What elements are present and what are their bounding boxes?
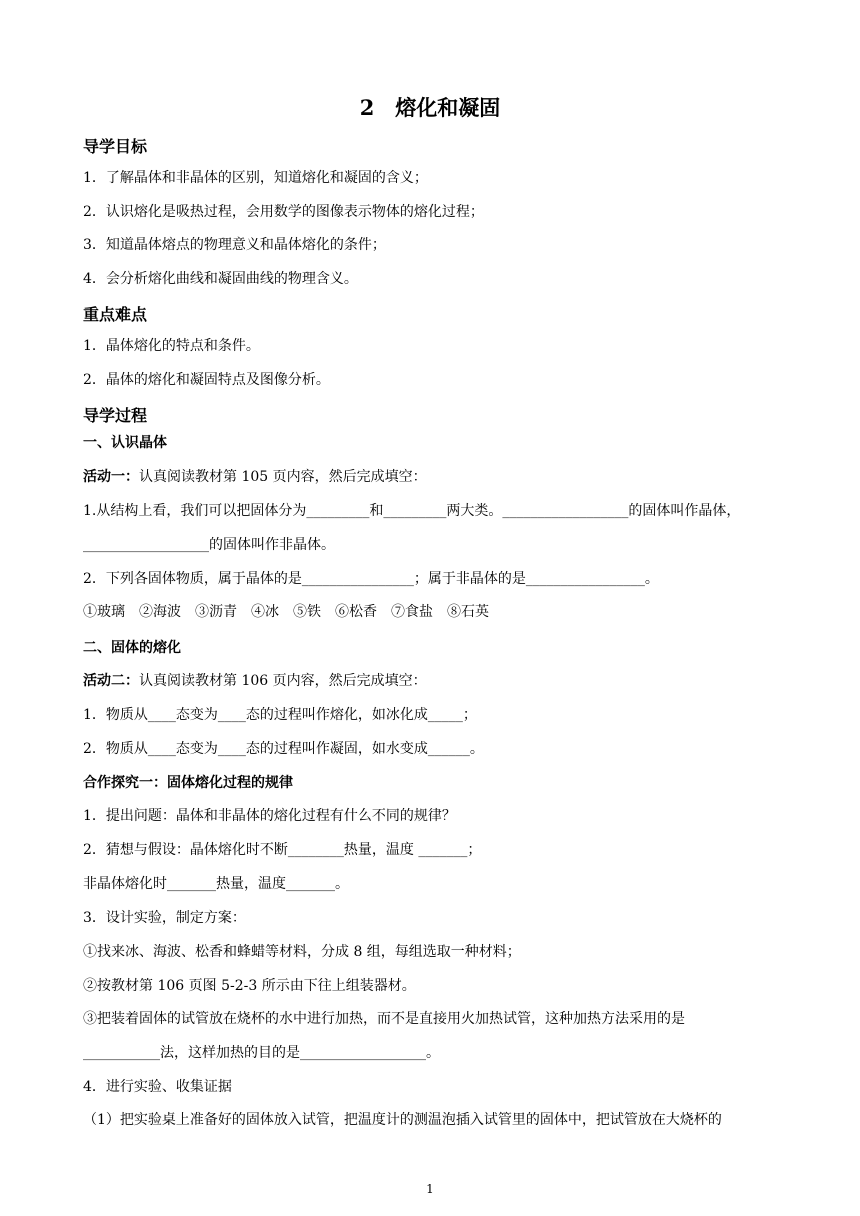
activity2-label: 活动二： [83,673,139,689]
coop-line: ___________法，这样加热的目的是__________________。 [83,1045,440,1061]
part1-line: 2．下列各固体物质，属于晶体的是________________；属于非晶体的是_________________。 [83,571,659,587]
goal-item: 1．了解晶体和非晶体的区别，知道熔化和凝固的含义； [83,170,428,186]
activity2-line [83,671,427,691]
part1-line: __________________的固体叫作非晶体。 [83,537,335,553]
part2-heading: 二、固体的熔化 [83,640,181,656]
coop-line: 2．猜想与假设：晶体熔化时不断________热量，温度 _______； [83,842,482,858]
coop-line: ③把装着固体的试管放在烧杯的水中进行加热，而不是直接用火加热试管，这种加热方法采用的是 [83,1011,685,1027]
goals-heading: 导学目标 [83,137,148,156]
goal-item: 3．知道晶体熔点的物理意义和晶体熔化的条件； [83,237,386,253]
coop-line: 非晶体熔化时_______热量，温度_______。 [83,876,349,892]
key-heading: 重点难点 [83,305,148,324]
goal-item: 4．会分析熔化曲线和凝固曲线的物理含义。 [83,271,358,287]
coop-line: 1．提出问题：晶体和非晶体的熔化过程有什么不同的规律？ [83,808,456,824]
key-item: 1．晶体熔化的特点和条件。 [83,338,260,354]
coop-line: 3．设计实验，制定方案： [83,910,246,926]
part1-line: ①玻璃 ②海波 ③沥青 ④冰 ⑤铁 ⑥松香 ⑦食盐 ⑧石英 [83,604,489,620]
part2-line: 1．物质从____态变为____态的过程叫作熔化，如冰化成_____； [83,707,477,723]
coop-line: （1）把实验桌上准备好的固体放入试管，把温度计的测温泡插入试管里的固体中，把试管放在大烧杯的 [83,1112,722,1128]
coop-heading: 合作探究一：固体熔化过程的规律 [83,775,293,791]
coop-line: ①找来冰、海波、松香和蜂蜡等材料，分成 8 组，每组选取一种材料； [83,944,521,960]
process-heading: 导学过程 [83,406,148,425]
key-item: 2．晶体的熔化和凝固特点及图像分析。 [83,372,330,388]
part1-line: 1.从结构上看，我们可以把固体分为_________和_________两大类。__________________的固体叫作晶体， [83,503,741,519]
activity1-label: 活动一： [83,469,139,485]
page-title: 2 熔化和凝固 [359,95,501,120]
activity1-line [83,467,427,487]
coop-line: ②按教材第 106 页图 5-2-3 所示由下往上组装器材。 [83,978,416,994]
part1-heading: 一、认识晶体 [83,435,167,451]
activity2-text: 认真阅读教材第 106 页内容，然后完成填空： [139,673,427,689]
part2-line: 2．物质从____态变为____态的过程叫作凝固，如水变成______。 [83,741,484,757]
goal-item: 2．认识熔化是吸热过程，会用数学的图像表示物体的熔化过程； [83,204,484,220]
coop-line: 4．进行实验、收集证据 [83,1079,232,1095]
activity1-text: 认真阅读教材第 105 页内容，然后完成填空： [139,469,427,485]
page-number: 1 [426,1182,434,1196]
